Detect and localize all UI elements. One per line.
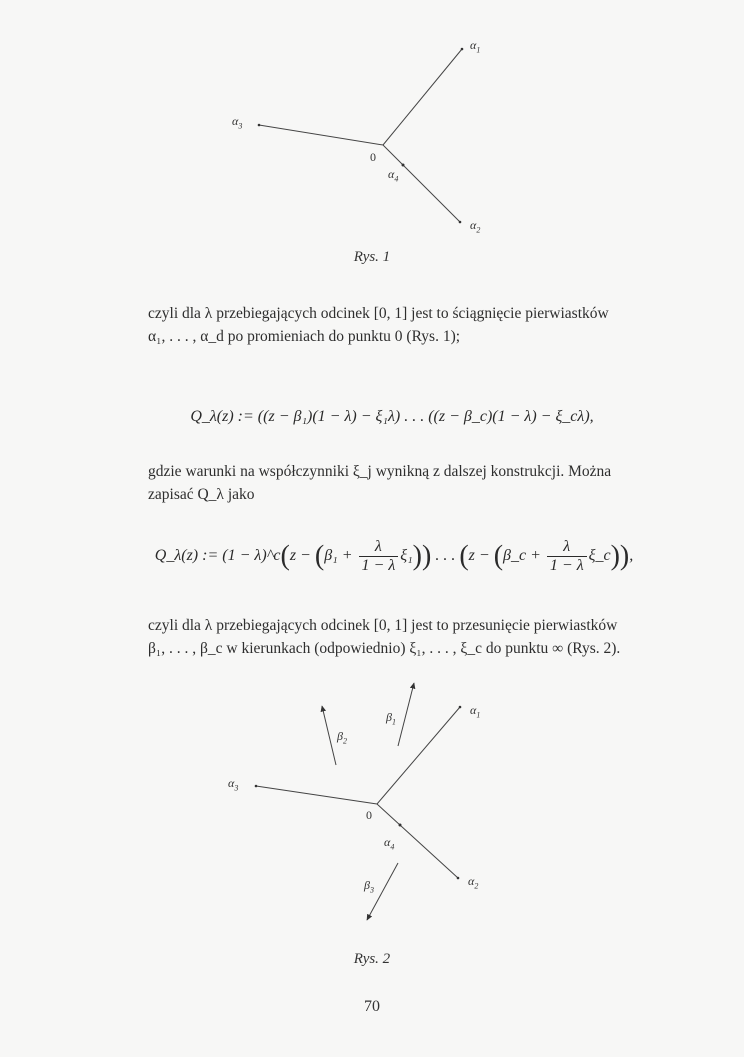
label-alpha4: $\alpha_4$ (388, 167, 399, 184)
label-alpha2: $\alpha_2$ (470, 218, 481, 235)
figure-2-caption: Rys. 2 (353, 951, 391, 967)
equation-2-paren-close-2: )) (610, 540, 630, 572)
label-origin: 0 (370, 150, 376, 164)
equation-2-dots: . . . (435, 547, 456, 565)
point-alpha3 (258, 124, 261, 127)
figure-1-diagram (0, 30, 744, 230)
arrow-beta2 (322, 706, 336, 765)
fraction-2-numerator: λ (547, 538, 587, 557)
fraction-1-denominator: 1 − λ (361, 557, 396, 574)
figure-1 (0, 30, 744, 235)
equation-2-part1-beta: β₁ + (324, 547, 357, 565)
equation-2-part1-xi: ξ₁ (400, 547, 413, 565)
point-alpha1 (461, 48, 464, 51)
equation-2-part2-xi: ξ_c (588, 547, 611, 565)
equation-1: Q_λ(z) := ((z − β₁)(1 − λ) − ξ₁λ) . . . ((z − β_c)(1 − λ) − ξ_cλ), (190, 408, 594, 425)
fraction-1-numerator: λ (359, 538, 399, 557)
point-alpha2 (459, 221, 462, 224)
paragraph-3-line-2: β₁, . . . , β_c w kierunkach (odpowiednio) ξ₁, . . . , ξ_c do punktu ∞ (Rys. 2). (148, 640, 621, 657)
paragraph-3 (148, 614, 708, 660)
equation-2-paren-close-1: )) (412, 540, 432, 572)
paragraph-2-line-1: gdzie warunki na współczynniki ξ_j wynikną z dalszej konstrukcji. Można (148, 463, 612, 480)
equation-2 (22, 538, 744, 575)
equation-2-tail: , (629, 547, 634, 565)
ray-alpha1 (383, 49, 462, 145)
paragraph-3-line-1: czyli dla λ przebiegających odcinek [0, 1] jest to przesunięcie pierwiastków (148, 617, 618, 634)
label-beta2: $\beta_2$ (337, 729, 347, 746)
label-beta3: $\beta_3$ (364, 878, 374, 895)
equation-2-lhs: Q_λ(z) := (1 − λ)^c (154, 547, 281, 565)
paragraph-1-line-1: czyli dla λ przebiegających odcinek [0, 1] jest to ściągnięcie pierwiastków (148, 305, 609, 322)
paragraph-1-line-2: α₁, . . . , α_d po promieniach do punktu 0 (Rys. 1); (148, 328, 461, 345)
point-alpha4 (399, 824, 402, 827)
arrow-beta1 (398, 683, 414, 746)
paragraph-1 (148, 302, 708, 348)
point-alpha2 (457, 877, 460, 880)
label-origin: 0 (366, 808, 372, 822)
paragraph-2 (148, 460, 708, 506)
label-alpha1: $\alpha_1$ (470, 703, 481, 720)
equation-2-paren-open-3: ( (459, 540, 469, 572)
ray-alpha3 (256, 786, 377, 804)
label-alpha1: $\alpha_1$ (470, 38, 481, 55)
equation-2-fraction-2 (547, 538, 587, 575)
fraction-2-denominator: 1 − λ (549, 557, 584, 574)
equation-2-part2-open: z − (468, 547, 494, 565)
equation-2-part1-open: z − (289, 547, 315, 565)
label-alpha3: $\alpha_3$ (228, 776, 239, 793)
label-alpha4: $\alpha_4$ (384, 835, 395, 852)
label-alpha3: $\alpha_3$ (232, 114, 243, 131)
page-number: 70 (364, 998, 380, 1015)
label-alpha2: $\alpha_2$ (468, 874, 479, 891)
equation-2-fraction-1 (359, 538, 399, 575)
equation-2-paren-open-2: ( (314, 540, 325, 572)
label-beta1: $\beta_1$ (386, 710, 396, 727)
figure-1-caption: Rys. 1 (353, 249, 391, 265)
figure-2 (0, 680, 744, 930)
equation-2-paren-open-1: ( (280, 540, 290, 572)
point-alpha4 (402, 164, 405, 167)
point-alpha1 (459, 706, 462, 709)
paragraph-2-line-2: zapisać Q_λ jako (148, 486, 255, 503)
point-alpha3 (255, 785, 258, 788)
ray-alpha3 (259, 125, 383, 145)
equation-2-part2-beta: β_c + (503, 547, 545, 565)
ray-alpha2 (383, 145, 460, 222)
equation-2-paren-open-4: ( (493, 540, 504, 572)
